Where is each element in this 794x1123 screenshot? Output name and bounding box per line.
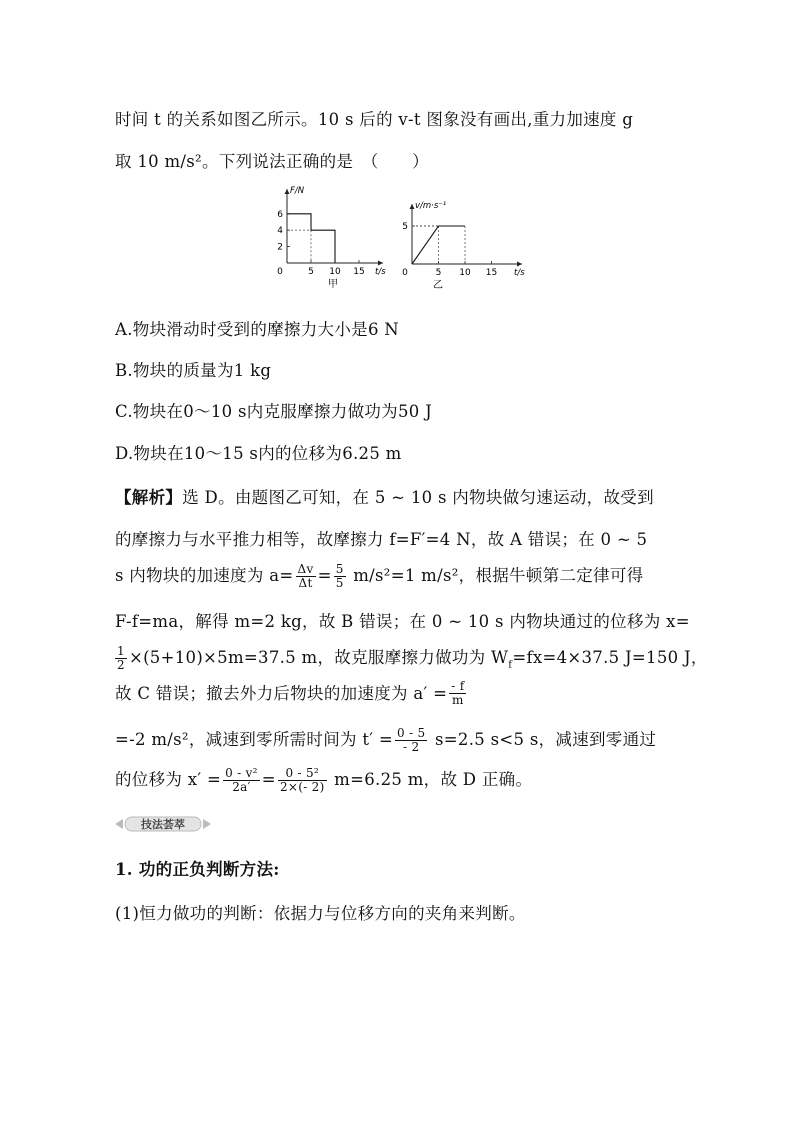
x-tick-label: 5 (308, 267, 314, 277)
analysis-line-7 (115, 726, 656, 754)
analysis-text: m=6.25 m，故 D 正确。 (328, 770, 533, 789)
analysis-text: ×(5+10)×5m=37.5 m，故克服摩擦力做功为 W (128, 648, 509, 667)
denominator: 2a′ (232, 780, 251, 794)
analysis-text: s 内物块的加速度为 a= (115, 566, 294, 585)
numerator: - f (451, 679, 465, 693)
analysis-tag: 【解析】 (115, 488, 183, 507)
y-axis-arrow (410, 204, 415, 209)
y-axis-label: F/N (290, 186, 305, 196)
analysis-line-2: 的摩擦力与水平推力相等，故摩擦力 f=F′=4 N，故 A 错误；在 0 ~ 5 (115, 530, 648, 549)
section-title: 1. 功的正负判断方法: (115, 860, 280, 879)
subscript: f (508, 659, 513, 671)
analysis-line-3 (115, 562, 643, 590)
svg-text:技法荟萃: 技法荟萃 (141, 818, 185, 831)
fraction (115, 645, 127, 672)
fraction (449, 680, 466, 707)
option-d: D.物块在10～15 s内的位移为6.25 m (115, 444, 402, 463)
denominator: - 2 (403, 740, 420, 754)
x-tick-label: 10 (459, 268, 471, 278)
y-tick-label: 5 (402, 222, 408, 232)
question-stem-line-1: 时间 t 的关系如图乙所示。10 s 后的 v-t 图象没有画出,重力加速度 g (115, 110, 634, 129)
numerator: 5 (335, 562, 344, 576)
denominator: 2 (117, 658, 125, 672)
analysis-text: m/s²=1 m/s²，根据牛顿第二定律可得 (347, 566, 644, 585)
numerator: 1 (117, 644, 125, 658)
x-tick-label: 5 (435, 268, 442, 278)
technique-badge-icon (113, 815, 213, 833)
fraction (334, 563, 346, 590)
denominator: 2×(- 2) (279, 780, 325, 794)
analysis-line-1 (115, 484, 654, 508)
option-b: B.物块的质量为1 kg (115, 361, 272, 380)
denominator: 5 (335, 576, 344, 590)
numerator: Δv (297, 562, 314, 576)
analysis-text: 故 C 错误；撤去外力后物块的加速度为 a′ = (115, 684, 448, 703)
y-tick-label: 6 (277, 209, 283, 220)
analysis-text: 选 D。由题图乙可知，在 5 ~ 10 s 内物块做匀速运动，故受到 (182, 488, 654, 507)
analysis-line-4: F-f=ma，解得 m=2 kg，故 B 错误；在 0 ~ 10 s 内物块通过的位移为 x= (115, 612, 690, 631)
denominator: Δt (298, 576, 313, 590)
y-axis-arrow (285, 189, 290, 194)
force-time-graph (275, 185, 395, 290)
x-tick-label: 15 (485, 268, 498, 278)
x-tick-label: 15 (353, 267, 365, 277)
fraction (278, 767, 327, 794)
x-axis-label: t/s (375, 267, 386, 277)
origin-label: 0 (277, 267, 283, 277)
graph-caption: 甲 (328, 279, 338, 290)
analysis-text: s=2.5 s<5 s，减速到零通过 (429, 730, 657, 749)
denominator: m (451, 693, 464, 707)
y-axis-label: v/m·s⁻¹ (415, 201, 447, 211)
y-tick-label: 2 (277, 242, 283, 253)
x-tick-label: 10 (329, 267, 341, 277)
numerator: 0 - 5 (397, 726, 426, 740)
fraction (395, 727, 427, 754)
analysis-text: 的位移为 x′ = (115, 770, 222, 789)
equals-sign: = (261, 770, 276, 789)
graph-caption: 乙 (433, 280, 443, 290)
analysis-line-5 (115, 644, 708, 672)
analysis-line-6 (115, 680, 468, 707)
fraction (223, 767, 260, 794)
x-axis-arrow (517, 262, 522, 267)
analysis-line-8 (115, 766, 532, 794)
section-item-1: (1)恒力做功的判断：依据力与位移方向的夹角来判断。 (115, 904, 526, 923)
analysis-text: =-2 m/s²，减速到零所需时间为 t′ = (115, 730, 394, 749)
equals-sign: = (317, 566, 332, 585)
option-c: C.物块在0～10 s内克服摩擦力做功为50 J (115, 402, 433, 421)
y-tick-label: 4 (277, 226, 283, 237)
numerator: 0 - 5² (278, 767, 327, 781)
option-a: A.物块滑动时受到的摩擦力大小是6 N (115, 320, 400, 339)
x-axis-label: t/s (514, 268, 525, 278)
question-stem-line-2: 取 10 m/s²。下列说法正确的是 （ ） (115, 152, 429, 171)
fraction (296, 563, 316, 590)
velocity-time-graph (400, 200, 530, 290)
origin-label: 0 (402, 268, 408, 278)
numerator: 0 - v² (225, 766, 258, 780)
analysis-text: =fx=4×37.5 J=150 J， (512, 648, 708, 667)
x-axis-arrow (378, 261, 383, 266)
